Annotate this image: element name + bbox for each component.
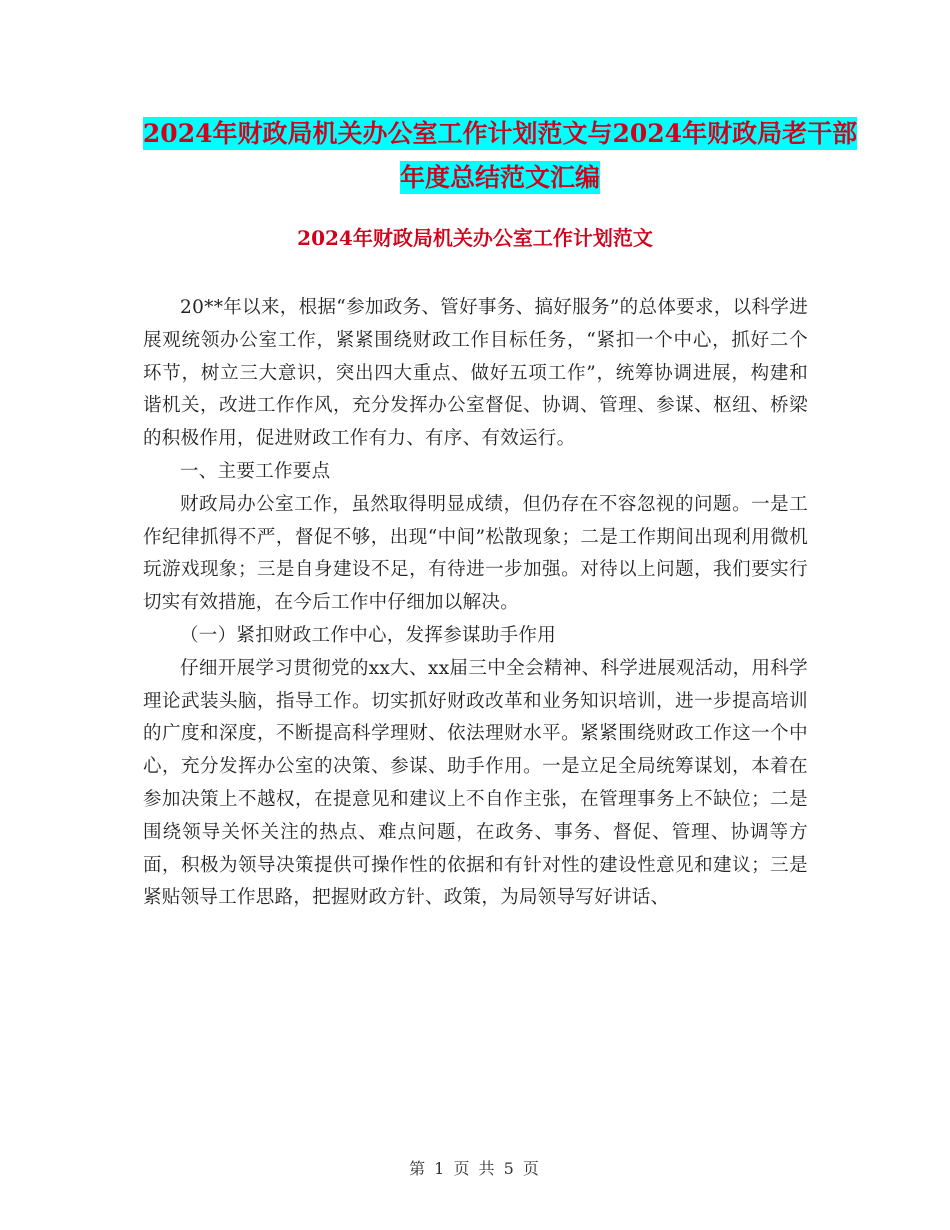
section-title: 2024年财政局机关办公室工作计划范文 bbox=[297, 226, 653, 250]
document-title-text: 2024年财政局机关办公室工作计划范文与2024年财政局老干部年度总结范文汇编 bbox=[142, 119, 858, 192]
document-body bbox=[143, 292, 808, 915]
document-title bbox=[140, 112, 860, 200]
subheading-1: （一）紧扣财政工作中心，发挥参谋助手作用 bbox=[180, 624, 557, 646]
paragraph: 仔细开展学习贯彻党的xx大、xx届三中全会精神、科学进展观活动，用科学理论武装头脑，指导工作。切实抓好财政改革和业务知识培训，进一步提高培训的广度和深度，不断提高科学理财、依法理财水平。紧紧围绕财政工作这一个中心，充分发挥办公室的决策、参谋、助手作用。一是立足全局统筹谋划，本着在参加决策上不越权，在提意见和建议上不自作主张，在管理事务上不缺位；二是围绕领导关怀关注的热点、难点问题，在政务、事务、督促、管理、协调等方面，积极为领导决策提供可操作性的依据和有针对性的建设性意见和建议；三是紧贴领导工作思路，把握财政方针、政策，为局领导写好讲话、 bbox=[143, 657, 808, 909]
page-footer: 第 1 页 共 5 页 bbox=[409, 1159, 541, 1178]
paragraph: 财政局办公室工作，虽然取得明显成绩，但仍存在不容忽视的问题。一是工作纪律抓得不严，督促不够，出现“中间”松散现象；二是工作期间出现利用微机玩游戏现象；三是自身建设不足，有待进一步加强。对待以上问题，我们要实行切实有效措施，在今后工作中仔细加以解决。 bbox=[143, 493, 808, 614]
paragraph: 20**年以来，根据“参加政务、管好事务、搞好服务”的总体要求，以科学进展观统领办公室工作，紧紧围绕财政工作目标任务，“紧扣一个中心，抓好二个环节，树立三大意识，突出四大重点、做好五项工作”，统筹协调进展，构建和谐机关，改进工作作风，充分发挥办公室督促、协调、管理、参谋、枢纽、桥梁的积极作用，促进财政工作有力、有序、有效运行。 bbox=[143, 297, 808, 450]
heading-main-points: 一、主要工作要点 bbox=[180, 460, 331, 482]
